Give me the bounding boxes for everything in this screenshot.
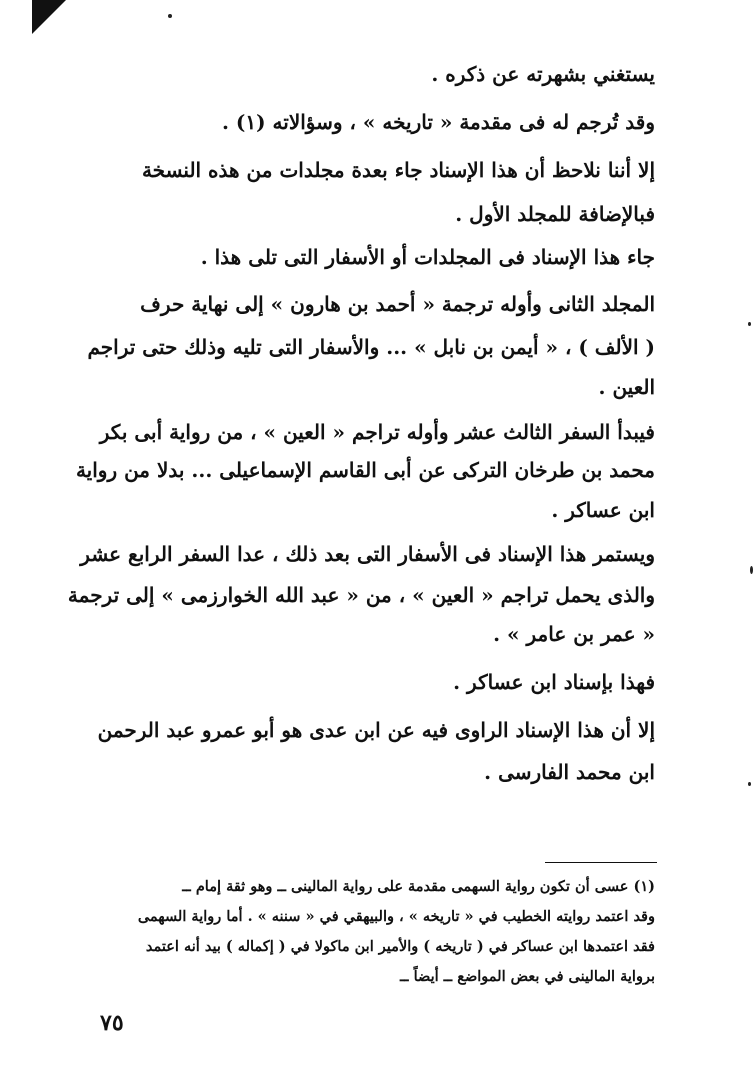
text-line: جاء هذا الإسناد فى المجلدات أو الأسفار التى تلى هذا .	[200, 245, 655, 269]
scan-speck	[748, 782, 751, 786]
scan-speck	[168, 14, 172, 18]
text-line: « عمر بن عامر » .	[493, 622, 655, 646]
text-line: فهذا بإسناد ابن عساكر .	[453, 670, 655, 694]
text-line: ويستمر هذا الإسناد فى الأسفار التى بعد ذلك ، عدا السفر الرابع عشر	[80, 542, 655, 566]
text-line: وقد تُرجم له فى مقدمة « تاريخه » ، وسؤالاته (١) .	[221, 110, 655, 134]
text-line: فيبدأ السفر الثالث عشر وأوله تراجم « العين » ، من رواية أبى بكر	[99, 420, 655, 444]
text-line: فبالإضافة للمجلد الأول .	[455, 202, 655, 226]
text-line: يستغني بشهرته عن ذكره .	[431, 62, 655, 86]
text-line: ابن عساكر .	[551, 498, 655, 522]
scan-corner-mark	[32, 0, 66, 34]
scan-speck	[748, 322, 751, 326]
footnote-line: فقد اعتمدها ابن عساكر في ( تاريخه ) والأمير ابن ماكولا في ( إكماله ) بيد أنه اعتمد	[145, 938, 655, 955]
text-line: ( الألف ) ، « أيمن بن نابل » ... والأسفار التى تليه وذلك حتى تراجم	[87, 335, 655, 359]
text-line: إلا أننا نلاحظ أن هذا الإسناد جاء بعدة مجلدات من هذه النسخة	[141, 158, 655, 182]
page-number: ٧٥	[100, 1010, 124, 1036]
footnote-line: برواية المالينى في بعض المواضع ــ أيضاً ــ	[400, 968, 655, 985]
text-line: ابن محمد الفارسى .	[484, 760, 655, 784]
text-line: المجلد الثانى وأوله ترجمة « أحمد بن هارون » إلى نهاية حرف	[140, 292, 655, 316]
footnote-line: (١) عسى أن تكون رواية السهمى مقدمة على رواية المالينى ــ وهو ثقة إمام ــ	[182, 878, 655, 895]
text-line: والذى يحمل تراجم « العين » ، من « عبد الله الخوارزمى » إلى ترجمة	[67, 583, 655, 607]
text-line: إلا أن هذا الإسناد الراوى فيه عن ابن عدى هو أبو عمرو عبد الرحمن	[97, 718, 655, 742]
footnote-divider	[545, 862, 657, 863]
scan-speck	[750, 566, 753, 574]
text-line: محمد بن طرخان التركى عن أبى القاسم الإسماعيلى ... بدلا من رواية	[75, 458, 655, 482]
text-line: العين .	[598, 375, 655, 399]
footnote-line: وقد اعتمد روايته الخطيب في « تاريخه » ، والبيهقي في « سننه » . أما رواية السهمى	[137, 908, 655, 925]
